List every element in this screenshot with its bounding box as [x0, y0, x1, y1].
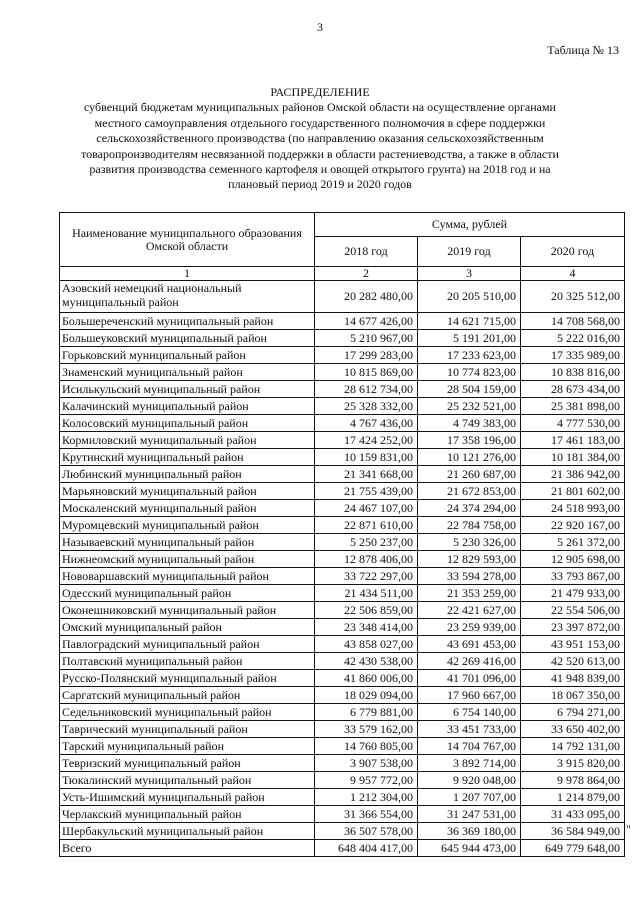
value-2019: 17 960 667,00	[418, 687, 521, 704]
value-2019: 10 121 276,00	[418, 449, 521, 466]
district-name: Саргатский муниципальный район	[60, 687, 315, 704]
value-2018: 20 282 480,00	[315, 281, 418, 313]
value-2019: 21 353 259,00	[418, 585, 521, 602]
document-heading	[70, 85, 570, 193]
value-2018: 9 957 772,00	[315, 772, 418, 789]
value-2020: 6 794 271,00	[521, 704, 625, 721]
value-2018: 5 210 967,00	[315, 330, 418, 347]
district-name: Большеуковский муниципальный район	[60, 330, 315, 347]
value-2020: 14 708 568,00	[521, 313, 625, 330]
district-name: Тевризский муниципальный район	[60, 755, 315, 772]
value-2018: 33 722 297,00	[315, 568, 418, 585]
value-2020: 3 915 820,00	[521, 755, 625, 772]
col-number: 3	[418, 267, 521, 281]
heading-title: РАСПРЕДЕЛЕНИЕ	[270, 85, 370, 99]
total-label: Всего	[60, 840, 315, 857]
table-row	[60, 483, 625, 500]
table-row	[60, 721, 625, 738]
district-name: Нижнеомский муниципальный район	[60, 551, 315, 568]
value-2020: 25 381 898,00	[521, 398, 625, 415]
district-name: Знаменский муниципальный район	[60, 364, 315, 381]
page-number: 3	[317, 20, 323, 34]
district-name: Горьковский муниципальный район	[60, 347, 315, 364]
col-header-year-2020: 2020 год	[521, 237, 625, 267]
value-2020: 23 397 872,00	[521, 619, 625, 636]
value-2019: 17 358 196,00	[418, 432, 521, 449]
value-2020: 24 518 993,00	[521, 500, 625, 517]
value-2018: 41 860 006,00	[315, 670, 418, 687]
value-2019: 22 421 627,00	[418, 602, 521, 619]
value-2019: 33 451 733,00	[418, 721, 521, 738]
col-number: 4	[521, 267, 625, 281]
value-2020: 21 386 942,00	[521, 466, 625, 483]
value-2019: 23 259 939,00	[418, 619, 521, 636]
table-row	[60, 347, 625, 364]
total-2020: 649 779 648,00	[521, 840, 625, 857]
value-2020: 43 951 153,00	[521, 636, 625, 653]
value-2020: 21 801 602,00	[521, 483, 625, 500]
table-row	[60, 619, 625, 636]
value-2020: 14 792 131,00	[521, 738, 625, 755]
col-number: 2	[315, 267, 418, 281]
value-2018: 17 299 283,00	[315, 347, 418, 364]
col-header-sum: Сумма, рублей	[315, 213, 625, 237]
value-2018: 28 612 734,00	[315, 381, 418, 398]
district-name: Оконешниковский муниципальный район	[60, 602, 315, 619]
table-row	[60, 281, 625, 313]
district-name: Таврический муниципальный район	[60, 721, 315, 738]
value-2018: 24 467 107,00	[315, 500, 418, 517]
value-2019: 24 374 294,00	[418, 500, 521, 517]
district-name: Любинский муниципальный район	[60, 466, 315, 483]
value-2018: 21 434 511,00	[315, 585, 418, 602]
value-2020: 33 650 402,00	[521, 721, 625, 738]
district-name: Полтавский муниципальный район	[60, 653, 315, 670]
value-2019: 4 749 383,00	[418, 415, 521, 432]
value-2018: 21 341 668,00	[315, 466, 418, 483]
value-2019: 43 691 453,00	[418, 636, 521, 653]
value-2020: 22 554 506,00	[521, 602, 625, 619]
value-2018: 23 348 414,00	[315, 619, 418, 636]
col-header-name: Наименование муниципального образования Омской области	[60, 213, 315, 267]
value-2018: 42 430 538,00	[315, 653, 418, 670]
table-row	[60, 415, 625, 432]
value-2019: 21 672 853,00	[418, 483, 521, 500]
value-2020: 31 433 095,00	[521, 806, 625, 823]
value-2018: 33 579 162,00	[315, 721, 418, 738]
table-row	[60, 789, 625, 806]
heading-subtitle: субвенций бюджетам муниципальных районов Омской области на осуществление органами местного самоуправления отдельного государственного полномочия в сфере поддержки сельскохозяйственного производства (по направлению оказания сельскохозяйственным товаропроизводителям несвязанной поддержки в области растениеводства, а также в области развития производства семенного картофеля и овощей открытого грунта) на 2018 год и на плановый период 2019 и 2020 годов	[81, 100, 559, 192]
value-2020: 41 948 839,00	[521, 670, 625, 687]
table-row	[60, 687, 625, 704]
value-2020: 10 181 384,00	[521, 449, 625, 466]
value-2020: 33 793 867,00	[521, 568, 625, 585]
value-2020: 22 920 167,00	[521, 517, 625, 534]
district-name: Павлоградский муниципальный район	[60, 636, 315, 653]
table-row	[60, 823, 625, 840]
closing-quote: "	[626, 822, 631, 836]
value-2018: 22 871 610,00	[315, 517, 418, 534]
district-name: Москаленский муниципальный район	[60, 500, 315, 517]
col-header-year-2018: 2018 год	[315, 237, 418, 267]
value-2020: 1 214 879,00	[521, 789, 625, 806]
col-number: 1	[60, 267, 315, 281]
value-2018: 10 815 869,00	[315, 364, 418, 381]
table-row	[60, 653, 625, 670]
value-2020: 9 978 864,00	[521, 772, 625, 789]
table-row	[60, 500, 625, 517]
value-2020: 17 461 183,00	[521, 432, 625, 449]
district-name: Крутинский муниципальный район	[60, 449, 315, 466]
value-2019: 5 230 326,00	[418, 534, 521, 551]
district-name: Одесский муниципальный район	[60, 585, 315, 602]
table-row	[60, 602, 625, 619]
value-2020: 5 222 016,00	[521, 330, 625, 347]
total-2018: 648 404 417,00	[315, 840, 418, 857]
district-name: Русско-Полянский муниципальный район	[60, 670, 315, 687]
value-2020: 4 777 530,00	[521, 415, 625, 432]
district-name: Называевский муниципальный район	[60, 534, 315, 551]
value-2019: 42 269 416,00	[418, 653, 521, 670]
table-row	[60, 466, 625, 483]
value-2019: 28 504 159,00	[418, 381, 521, 398]
table-row	[60, 432, 625, 449]
district-name: Муромцевский муниципальный район	[60, 517, 315, 534]
value-2019: 31 247 531,00	[418, 806, 521, 823]
value-2019: 14 621 715,00	[418, 313, 521, 330]
value-2019: 21 260 687,00	[418, 466, 521, 483]
value-2019: 25 232 521,00	[418, 398, 521, 415]
value-2019: 1 207 707,00	[418, 789, 521, 806]
value-2018: 36 507 578,00	[315, 823, 418, 840]
table-row	[60, 568, 625, 585]
value-2018: 3 907 538,00	[315, 755, 418, 772]
district-name: Азовский немецкий национальный муниципальный район	[60, 281, 315, 313]
value-2018: 22 506 859,00	[315, 602, 418, 619]
district-name: Калачинский муниципальный район	[60, 398, 315, 415]
table-row	[60, 755, 625, 772]
value-2019: 14 704 767,00	[418, 738, 521, 755]
district-name: Большереченский муниципальный район	[60, 313, 315, 330]
value-2019: 3 892 714,00	[418, 755, 521, 772]
district-name: Марьяновский муниципальный район	[60, 483, 315, 500]
value-2020: 42 520 613,00	[521, 653, 625, 670]
value-2018: 5 250 237,00	[315, 534, 418, 551]
value-2019: 5 191 201,00	[418, 330, 521, 347]
value-2020: 20 325 512,00	[521, 281, 625, 313]
value-2019: 20 205 510,00	[418, 281, 521, 313]
value-2020: 5 261 372,00	[521, 534, 625, 551]
table-row	[60, 772, 625, 789]
total-row	[60, 840, 625, 857]
table-row	[60, 313, 625, 330]
table-row	[60, 806, 625, 823]
value-2018: 10 159 831,00	[315, 449, 418, 466]
value-2019: 41 701 096,00	[418, 670, 521, 687]
value-2020: 18 067 350,00	[521, 687, 625, 704]
table-row	[60, 330, 625, 347]
value-2020: 17 335 989,00	[521, 347, 625, 364]
value-2019: 6 754 140,00	[418, 704, 521, 721]
total-2019: 645 944 473,00	[418, 840, 521, 857]
value-2018: 14 760 805,00	[315, 738, 418, 755]
col-header-year-2019: 2019 год	[418, 237, 521, 267]
district-name: Нововаршавский муниципальный район	[60, 568, 315, 585]
value-2020: 36 584 949,00	[521, 823, 625, 840]
value-2018: 1 212 304,00	[315, 789, 418, 806]
value-2019: 17 233 623,00	[418, 347, 521, 364]
value-2018: 18 029 094,00	[315, 687, 418, 704]
value-2018: 4 767 436,00	[315, 415, 418, 432]
district-name: Седельниковский муниципальный район	[60, 704, 315, 721]
value-2018: 31 366 554,00	[315, 806, 418, 823]
value-2019: 22 784 758,00	[418, 517, 521, 534]
table-row	[60, 704, 625, 721]
table-row	[60, 534, 625, 551]
table-body	[60, 281, 625, 840]
value-2020: 10 838 816,00	[521, 364, 625, 381]
table-row	[60, 517, 625, 534]
district-name: Тарский муниципальный район	[60, 738, 315, 755]
value-2020: 28 673 434,00	[521, 381, 625, 398]
value-2020: 21 479 933,00	[521, 585, 625, 602]
value-2018: 6 779 881,00	[315, 704, 418, 721]
value-2018: 43 858 027,00	[315, 636, 418, 653]
value-2019: 10 774 823,00	[418, 364, 521, 381]
value-2019: 9 920 048,00	[418, 772, 521, 789]
table-row	[60, 381, 625, 398]
table-row	[60, 585, 625, 602]
value-2020: 12 905 698,00	[521, 551, 625, 568]
value-2018: 25 328 332,00	[315, 398, 418, 415]
distribution-table	[59, 212, 625, 857]
district-name: Тюкалинский муниципальный район	[60, 772, 315, 789]
district-name: Кормиловский муниципальный район	[60, 432, 315, 449]
value-2018: 17 424 252,00	[315, 432, 418, 449]
value-2018: 12 878 406,00	[315, 551, 418, 568]
table-row	[60, 398, 625, 415]
district-name: Исилькульский муниципальный район	[60, 381, 315, 398]
table-row	[60, 738, 625, 755]
value-2018: 14 677 426,00	[315, 313, 418, 330]
value-2018: 21 755 439,00	[315, 483, 418, 500]
table-label: Таблица № 13	[547, 43, 619, 57]
district-name: Усть-Ишимский муниципальный район	[60, 789, 315, 806]
table-row	[60, 449, 625, 466]
district-name: Черлакский муниципальный район	[60, 806, 315, 823]
district-name: Шербакульский муниципальный район	[60, 823, 315, 840]
table-row	[60, 636, 625, 653]
value-2019: 33 594 278,00	[418, 568, 521, 585]
value-2019: 36 369 180,00	[418, 823, 521, 840]
value-2019: 12 829 593,00	[418, 551, 521, 568]
table-row	[60, 551, 625, 568]
table-row	[60, 364, 625, 381]
district-name: Омский муниципальный район	[60, 619, 315, 636]
table-row	[60, 670, 625, 687]
district-name: Колосовский муниципальный район	[60, 415, 315, 432]
